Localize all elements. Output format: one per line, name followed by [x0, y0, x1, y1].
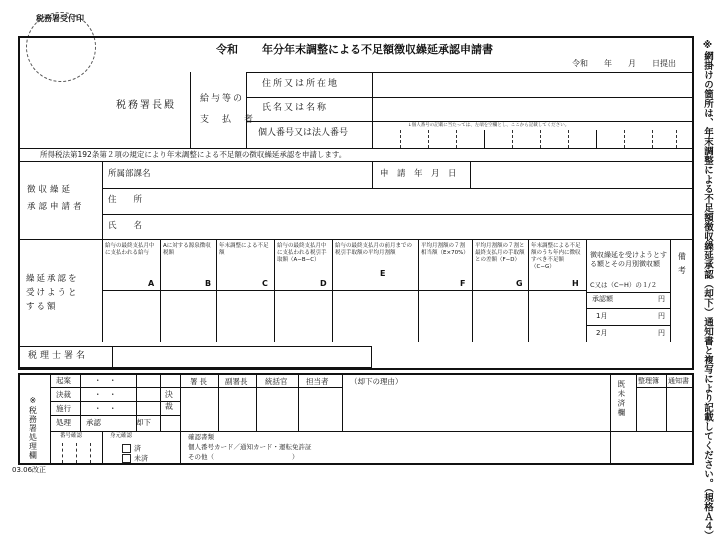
col-e-text: 給与の最終支払月の前月までの税引手取額の平均月割額: [335, 243, 413, 257]
checkbox-pending-label: 未済: [134, 454, 148, 463]
dept-label: 所属部課名: [108, 169, 151, 179]
deferral-approved-label: 承認額: [592, 295, 613, 303]
office-date-3: ・ ・: [94, 404, 117, 413]
number-confirm-label: 番号確認: [60, 433, 83, 439]
statement-text: 所得税法第192条第２項の規定により年末調整による不足額の徴収繰延承認を申請します。: [40, 150, 347, 159]
reception-stamp-label: 税務署受付印: [36, 14, 84, 23]
col-c-text: 年末調整による不足額: [219, 243, 269, 257]
deferral-formula: C又は（C−H）の１/２: [590, 281, 658, 289]
amount-section-label-3: する額: [26, 302, 58, 312]
submission-date: 令和 年 月 日提出: [572, 59, 676, 68]
confirm-docs-other: その他（ ）: [188, 453, 299, 461]
office-reject: 却下: [136, 418, 151, 427]
tax-office-label: 税務署長殿: [116, 100, 176, 111]
col-c-letter: C: [262, 279, 268, 288]
col-e-letter: E: [380, 269, 386, 278]
col-b-text: Aに対する源泉徴収税額: [163, 243, 211, 257]
office-row-issue: 施行: [56, 404, 71, 413]
col-d-letter: D: [320, 279, 327, 288]
stamp-supervisor: 統括官: [265, 377, 288, 386]
stamp-officer: 担当者: [306, 377, 329, 386]
col-h-letter: H: [572, 279, 579, 288]
payer-name-label: 氏名又は名称: [262, 103, 329, 113]
yen-feb: 円: [658, 329, 665, 337]
col-a-letter: A: [148, 279, 155, 288]
applicant-address-label: 住 所: [108, 195, 143, 205]
stamp-deputy: 副署長: [225, 377, 248, 386]
payer-label-1: 給与等の: [200, 94, 245, 104]
confirm-docs-label: 確認書類: [188, 433, 214, 441]
applicant-name-label: 氏 名: [108, 221, 143, 231]
apply-date-label: 申 請 年 月 日: [380, 169, 457, 179]
stamp-chief: 署長: [190, 377, 209, 386]
col-f-text: 平均月割額の７割相当額（E×70%）: [421, 243, 469, 257]
confirm-docs-detail: 個人番号カード／通知カード・運転免許証: [188, 443, 312, 451]
col-h-text: 年末調整による不足額のうち年内に徴収すべき不足額（C−G）: [531, 243, 581, 271]
settled-label: 既未済欄: [616, 380, 626, 418]
payer-address-label: 住所又は所在地: [262, 79, 340, 89]
office-row-approval: 決裁: [56, 390, 71, 399]
col-g-text: 平均月割額の７割と最終支払月の手取額との差額（F−D）: [475, 243, 525, 264]
decision-label: 決裁: [164, 390, 174, 414]
reject-reason-label: （却下の理由）: [350, 377, 403, 386]
title-era: 令和: [216, 43, 238, 56]
deferral-header: 徴収繰延を受けようとする額とその月別徴収額: [590, 251, 667, 269]
checkbox-pending-box[interactable]: [122, 454, 131, 463]
yen-jan: 円: [658, 312, 665, 320]
office-row-process: 処理: [56, 418, 71, 427]
amount-section-label-1: 繰延承認を: [26, 274, 79, 284]
col-d-text: 給与の最終支払月中に支払われる税引手取額（A−B−C）: [277, 243, 327, 264]
amount-section-label-2: 受けようと: [26, 288, 79, 298]
identity-confirm-label: 身元確認: [110, 433, 133, 439]
office-date-2: ・ ・: [94, 390, 117, 399]
org-number-label: 整理簿: [638, 377, 659, 385]
col-a-text: 給与の最終支払月中に支払われる給与: [105, 243, 155, 257]
yen-approved: 円: [658, 295, 665, 303]
payer-label-2: 支 払 者: [200, 115, 256, 125]
office-label: ※税務署処理欄: [28, 396, 38, 460]
col-f-letter: F: [460, 279, 466, 288]
office-date-1: ・ ・: [94, 376, 117, 385]
payer-number-label: 個人番号又は法人番号: [258, 128, 349, 138]
id-number-note: ↓個人番号の記載に当たっては、左端を空欄とし、ここから記載してください。: [408, 123, 570, 128]
checkbox-done: [122, 444, 141, 453]
deferral-feb-label: 2月: [596, 329, 608, 337]
applicant-label-1: 徴収繰延: [27, 185, 74, 195]
office-approve: 承認: [86, 418, 101, 427]
checkbox-done-label: 済: [134, 444, 141, 453]
page-title: 年分年末調整による不足額徴収繰延承認申請書: [262, 43, 493, 56]
notice-label: 通知書: [668, 377, 689, 385]
checkbox-done-box[interactable]: [122, 444, 131, 453]
col-g-letter: G: [516, 279, 523, 288]
deferral-jan-label: 1月: [596, 312, 608, 320]
office-row-draft: 起案: [56, 376, 71, 385]
col-b-letter: B: [205, 279, 212, 288]
remarks-label: 備考: [677, 252, 687, 280]
form-code: 03.06改正: [12, 466, 47, 474]
side-note: ※網掛けの箇所は、年末調整による不足額徴収繰延承認（却下）通知書と複写により記載してください。（規格Ａ４）: [701, 40, 713, 540]
checkbox-pending: [122, 454, 148, 463]
accountant-label: 税理士署名: [28, 351, 89, 361]
applicant-label-2: 承認申請者: [27, 202, 85, 212]
